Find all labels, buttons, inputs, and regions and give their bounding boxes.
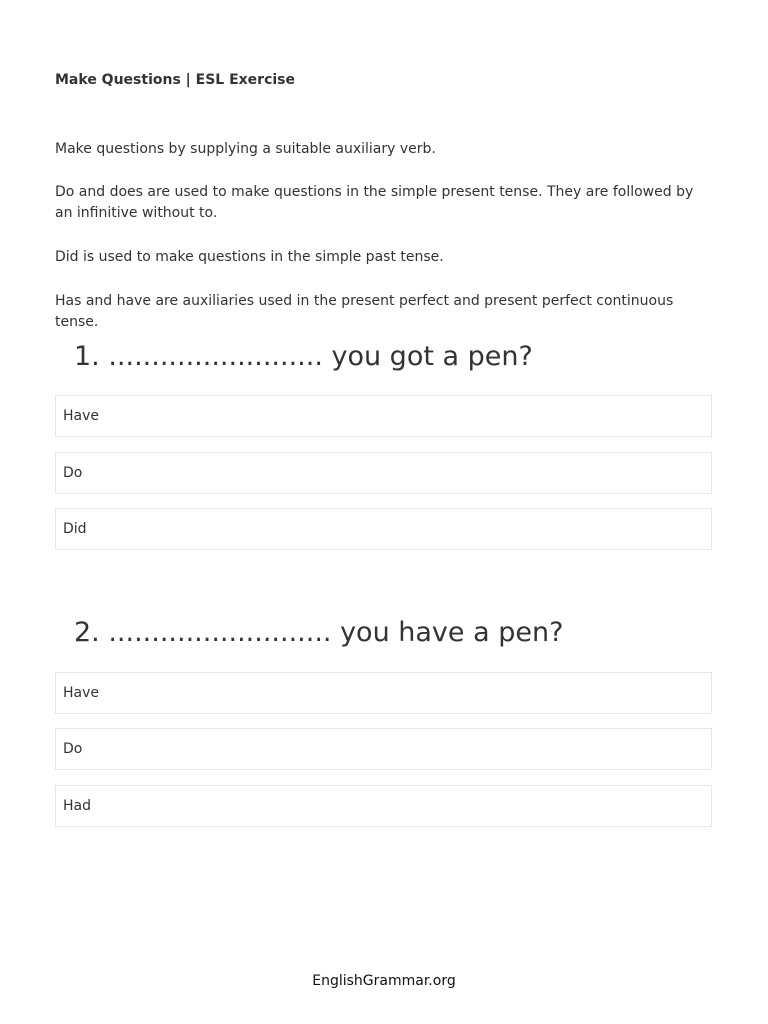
- question-2-option-1[interactable]: [55, 672, 712, 714]
- intro-paragraph-1: Make questions by supplying a suitable auxiliary verb.: [55, 141, 436, 157]
- question-2-option-3[interactable]: [55, 785, 712, 827]
- footer-site-name: EnglishGrammar.org: [312, 973, 456, 989]
- question-1-option-1[interactable]: [55, 395, 712, 437]
- option-label: Have: [63, 408, 100, 424]
- option-label: Had: [63, 798, 91, 814]
- question-1-text: 1. ......................... you got a pen?: [74, 341, 533, 372]
- question-1-option-3[interactable]: [55, 508, 712, 550]
- page-title: Make Questions | ESL Exercise: [55, 72, 296, 88]
- option-label: Do: [63, 465, 83, 481]
- question-2-text: 2. .......................... you have a pen?: [74, 617, 564, 648]
- intro-paragraph-2: Do and does are used to make questions in the simple present tense. They are followed by an infinitive without to.: [55, 184, 694, 221]
- question-2-option-2[interactable]: [55, 728, 712, 770]
- question-1-option-2[interactable]: [55, 452, 712, 494]
- option-label: Have: [63, 685, 100, 701]
- option-label: Did: [63, 521, 87, 537]
- intro-paragraph-3: Did is used to make questions in the simple past tense.: [55, 249, 444, 265]
- option-label: Do: [63, 741, 83, 757]
- intro-paragraph-4: Has and have are auxiliaries used in the present perfect and present perfect continuous tense.: [55, 293, 674, 330]
